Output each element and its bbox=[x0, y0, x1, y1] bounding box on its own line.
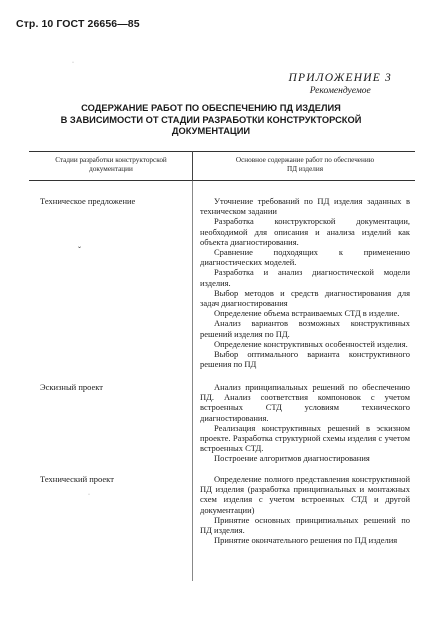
row-content-draft-design bbox=[200, 382, 410, 464]
stage-technical-proposal: Техническое предложение bbox=[40, 196, 136, 206]
column-header-stage-line: документации bbox=[89, 165, 133, 173]
scan-speck: ˇ bbox=[78, 245, 81, 255]
column-header-stage bbox=[30, 156, 192, 174]
title-line-1: СОДЕРЖАНИЕ РАБОТ ПО ОБЕСПЕЧЕНИЮ ПД ИЗДЕЛИЯ bbox=[81, 103, 341, 113]
column-header-stage-line: Стадии разработки конструкторской bbox=[55, 156, 167, 164]
row-content-technical-design bbox=[200, 474, 410, 545]
work-item: Принятие окончательного решения по ПД изделия bbox=[214, 535, 398, 546]
table-top-rule bbox=[29, 151, 415, 152]
scan-speck: · bbox=[88, 492, 90, 498]
work-item: Реализация конструктивных решений в эскизном проекте. Разработка структурной схемы изделия с учетом встроенных СТД. bbox=[200, 422, 410, 454]
appendix-subtitle: Рекомендуемое bbox=[309, 86, 371, 96]
work-item: Определение объема встраиваемых СТД в изделие. bbox=[214, 308, 400, 319]
work-item: Сравнение подходящих к применению диагностических моделей. bbox=[200, 247, 410, 268]
work-item: Разработка конструкторской документации, необходимой для описания и анализа изделий как объекта диагностирования. bbox=[200, 216, 410, 247]
column-header-content-line: Основное содержание работ по обеспечению bbox=[235, 156, 375, 164]
work-item: Уточнение требований по ПД изделия заданных в техническом задании bbox=[200, 196, 410, 217]
row-content-technical-proposal bbox=[200, 196, 410, 369]
stage-draft-design: Эскизный проект bbox=[40, 382, 104, 392]
work-item: Анализ вариантов возможных конструктивных решений изделия по ПД. bbox=[200, 318, 410, 339]
work-item: Разработка и анализ диагностической модели изделия. bbox=[200, 267, 410, 288]
scan-speck: · bbox=[72, 60, 74, 66]
work-item: Выбор оптимального варианта конструктивного решения по ПД bbox=[200, 349, 410, 370]
work-item: Принятие основных принципиальных решений по ПД изделия. bbox=[200, 514, 410, 536]
work-item: Выбор методов и средств диагностирования для задач диагностирования bbox=[200, 287, 410, 309]
document-title bbox=[30, 103, 392, 138]
column-header-content-line: ПД изделия bbox=[286, 165, 324, 173]
table-column-divider bbox=[192, 181, 193, 581]
appendix-block bbox=[288, 72, 392, 96]
table-header-rule bbox=[29, 180, 415, 181]
work-item: Построение алгоритмов диагностирования bbox=[214, 453, 370, 464]
work-item: Определение полного представления конструктивной ПД изделия (разработка принципиальных и монтажных схем изделия с учетом встроенных СТД и другой документации) bbox=[200, 474, 410, 515]
title-line-3: ДОКУМЕНТАЦИИ bbox=[171, 126, 251, 136]
column-header-content bbox=[196, 156, 414, 174]
title-line-2: В ЗАВИСИМОСТИ ОТ СТАДИИ РАЗРАБОТКИ КОНСТРУКТОРСКОЙ bbox=[60, 114, 362, 125]
work-item: Определение конструктивных особенностей изделия. bbox=[214, 338, 408, 349]
stage-technical-design: Технический проект bbox=[40, 474, 114, 484]
page-header: Стр. 10 ГОСТ 26656—85 bbox=[16, 18, 140, 30]
appendix-title: ПРИЛОЖЕНИЕ 3 bbox=[288, 72, 392, 84]
table-header-divider bbox=[192, 151, 193, 181]
work-item: Анализ принципиальных решений по обеспечению ПД. Анализ соответствия компоновок с учетом встроенных СТД условиям технического диагностирования. bbox=[200, 382, 410, 423]
